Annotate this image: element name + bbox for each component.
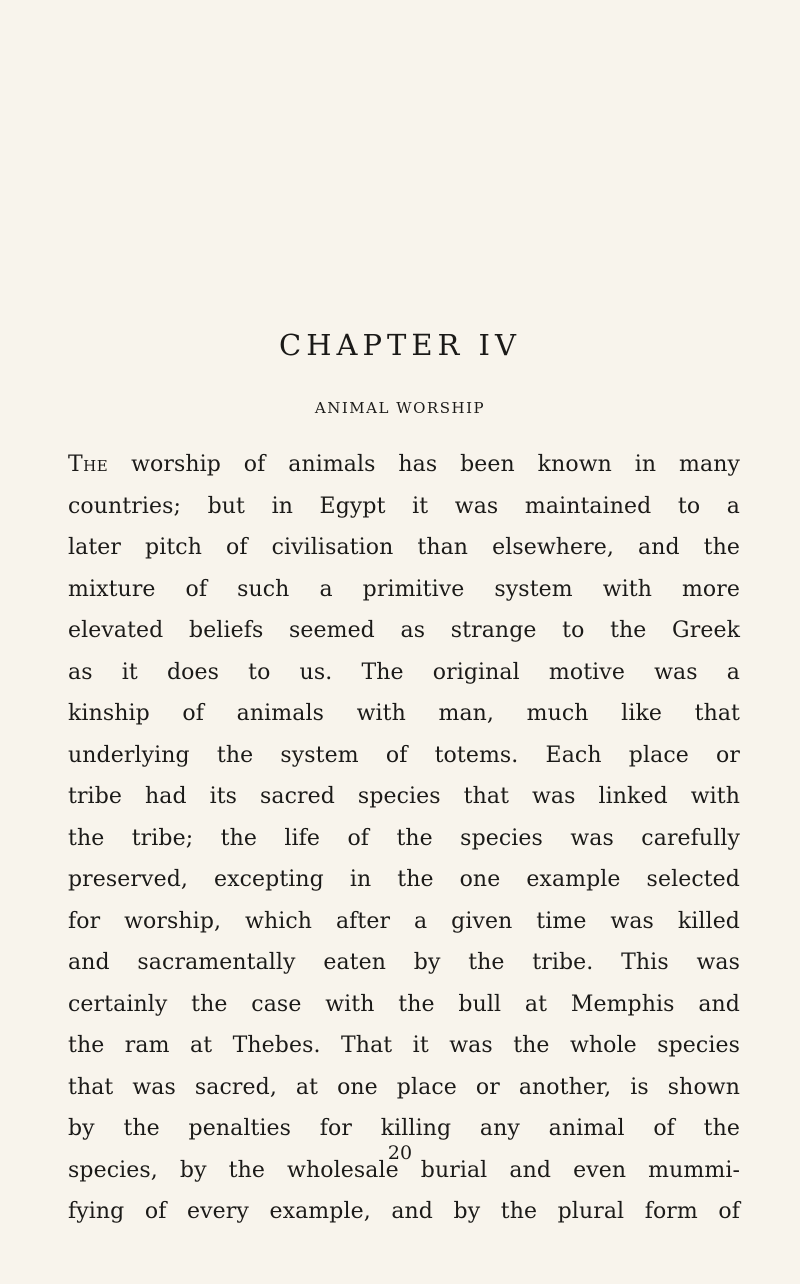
text-line	[68, 444, 740, 486]
chapter-heading: CHAPTER IV	[279, 328, 521, 362]
text-line: fying of every example, and by the plural form of	[68, 1199, 740, 1224]
text-line: that was sacred, at one place or another, is shown	[68, 1074, 740, 1100]
text-line: later pitch of civilisation than elsewhere, and the	[68, 535, 740, 560]
text-line: and sacramentally eaten by the tribe. This was	[68, 950, 740, 975]
text-line: species, by the wholesale burial and even mummi-	[68, 1157, 740, 1183]
text-line: preserved, excepting in the one example selected	[68, 867, 740, 892]
text-line: countries; but in Egypt it was maintained to a	[68, 493, 740, 519]
text-line: certainly the case with the bull at Memphis and	[68, 991, 740, 1017]
body-text	[68, 444, 740, 1233]
text-line: underlying the system of totems. Each place or	[68, 742, 740, 768]
lead-word: The	[68, 452, 109, 477]
page-number: 20	[387, 1142, 413, 1164]
text-line: the tribe; the life of the species was carefully	[68, 825, 740, 851]
text-line: mixture of such a primitive system with more	[68, 576, 740, 602]
text-line-rest: worship of animals has been known in many	[108, 452, 740, 477]
text-line: by the penalties for killing any animal of the	[68, 1116, 740, 1141]
text-line: as it does to us. The original motive was a	[68, 659, 740, 685]
text-line: the ram at Thebes. That it was the whole species	[68, 1033, 740, 1058]
chapter-title: ANIMAL WORSHIP	[314, 399, 486, 417]
text-line: tribe had its sacred species that was linked with	[68, 784, 740, 809]
text-line: elevated beliefs seemed as strange to the Greek	[68, 618, 740, 643]
text-line: kinship of animals with man, much like that	[68, 701, 740, 726]
text-line: for worship, which after a given time was killed	[68, 908, 740, 934]
